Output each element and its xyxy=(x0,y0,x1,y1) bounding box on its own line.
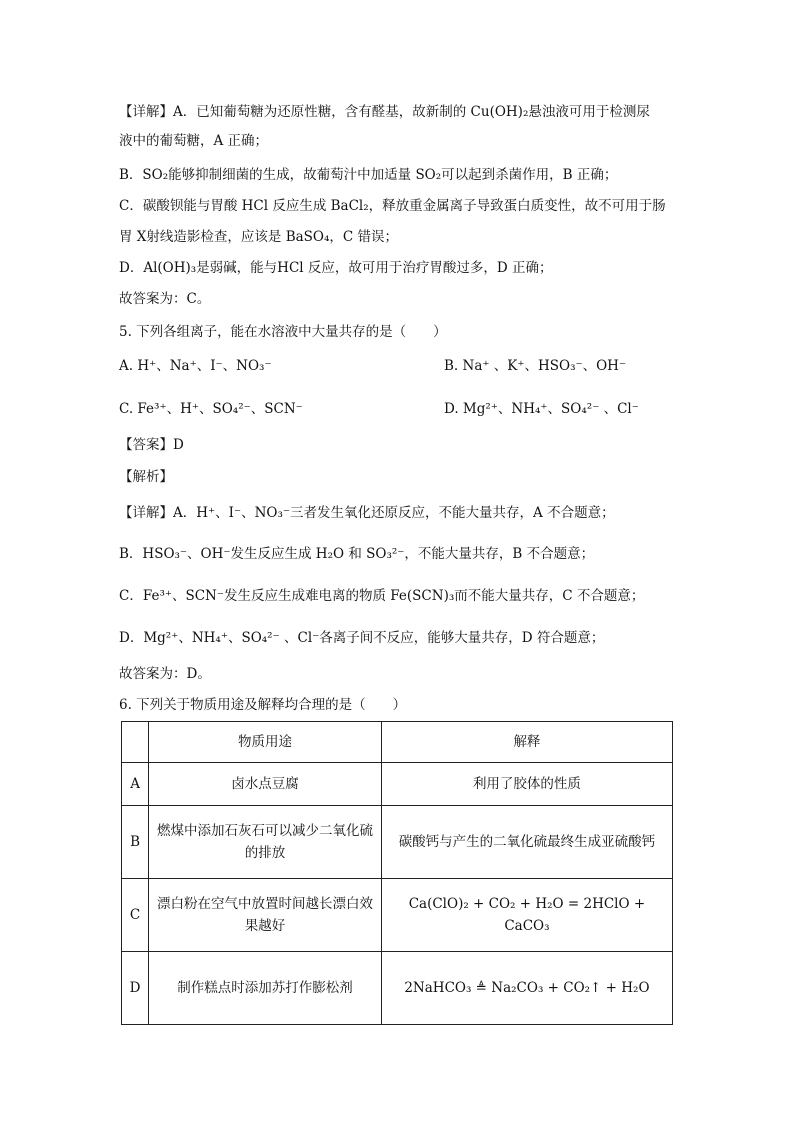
q5-stem: 5. 下列各组离子，能在水溶液中大量共存的是（ ） xyxy=(119,324,447,340)
row-explanation: Ca(ClO)₂ + CO₂ + H₂O = 2HClO + CaCO₃ xyxy=(381,879,672,952)
q4-detail-line-3: B．SO₂能够抑制细菌的生成，故葡萄汁中加适量 SO₂可以起到杀菌作用，B 正确； xyxy=(119,167,618,183)
table-row xyxy=(122,806,673,879)
q4-detail-line-4: C．碳酸钡能与胃酸 HCl 反应生成 BaCl₂，释放重金属离子导致蛋白质变性，故不可用于肠 xyxy=(119,198,666,214)
q5-option-b: B. Na⁺ 、K⁺、HSO₃⁻、OH⁻ xyxy=(444,358,627,374)
header-cell-use: 物质用途 xyxy=(149,722,382,763)
q4-detail-line-1: 【详解】A．已知葡萄糖为还原性糖，含有醛基，故新制的 Cu(OH)₂悬浊液可用于检测尿 xyxy=(119,104,650,120)
row-label: C xyxy=(122,879,149,952)
q5-option-d: D. Mg²⁺、NH₄⁺、SO₄²⁻ 、Cl⁻ xyxy=(444,401,639,417)
table-row xyxy=(122,763,673,806)
q4-detail-line-5: 胃 X射线造影检查，应该是 BaSO₄，C 错误； xyxy=(119,229,399,245)
q4-answer-conclusion: 故答案为：C。 xyxy=(119,291,211,307)
table-header-row xyxy=(122,722,673,763)
table-row xyxy=(122,879,673,952)
row-use: 制作糕点时添加苏打作膨松剂 xyxy=(149,952,382,1025)
q5-detail-d: D．Mg²⁺、NH₄⁺、SO₄²⁻ 、Cl⁻各离子间不反应，能够大量共存，D 符合题意； xyxy=(119,630,605,646)
q5-analysis-title: 【解析】 xyxy=(119,469,173,485)
header-cell-explanation: 解释 xyxy=(381,722,672,763)
row-explanation: 利用了胶体的性质 xyxy=(381,763,672,806)
table-row xyxy=(122,952,673,1025)
q5-detail-b: B．HSO₃⁻、OH⁻发生反应生成 H₂O 和 SO₃²⁻，不能大量共存，B 不合题意； xyxy=(119,546,595,562)
q6-stem: 6. 下列关于物质用途及解释均合理的是（ ） xyxy=(119,697,407,713)
q5-answer: 【答案】D xyxy=(119,437,184,453)
row-explanation: 2NaHCO₃ ≜ Na₂CO₃ + CO₂↑ + H₂O xyxy=(381,952,672,1025)
row-use: 燃煤中添加石灰石可以减少二氧化硫的排放 xyxy=(149,806,382,879)
header-cell-label xyxy=(122,722,149,763)
q4-detail-line-2: 液中的葡萄糖，A 正确； xyxy=(119,133,269,149)
row-explanation: 碳酸钙与产生的二氧化硫最终生成亚硫酸钙 xyxy=(381,806,672,879)
row-use: 卤水点豆腐 xyxy=(149,763,382,806)
q6-table xyxy=(121,721,673,1025)
q4-detail-line-6: D．Al(OH)₃是弱碱，能与HCl 反应，故可用于治疗胃酸过多，D 正确； xyxy=(119,260,553,276)
q5-option-c: C. Fe³⁺、H⁺、SO₄²⁻、SCN⁻ xyxy=(119,401,303,417)
row-use: 漂白粉在空气中放置时间越长漂白效果越好 xyxy=(149,879,382,952)
row-label: A xyxy=(122,763,149,806)
q5-option-a: A. H⁺、Na⁺、I⁻、NO₃⁻ xyxy=(119,358,272,374)
q5-detail-a: 【详解】A．H⁺、I⁻、NO₃⁻三者发生氧化还原反应，不能大量共存，A 不合题意； xyxy=(119,505,615,521)
row-label: D xyxy=(122,952,149,1025)
row-label: B xyxy=(122,806,149,879)
q5-detail-c: C．Fe³⁺、SCN⁻发生反应生成难电离的物质 Fe(SCN)₃而不能大量共存，C 不合题意； xyxy=(119,588,645,604)
q5-conclusion: 故答案为：D。 xyxy=(119,666,211,682)
